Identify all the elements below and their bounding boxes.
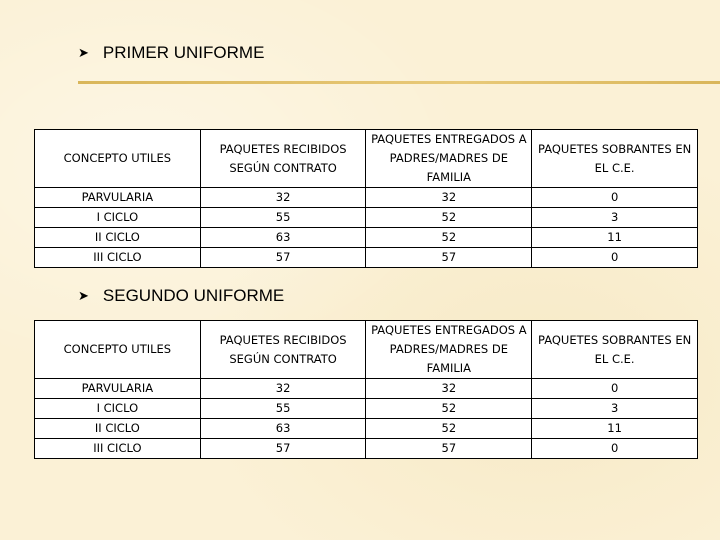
table-cell: 52 (366, 419, 532, 439)
table-cell: 57 (366, 248, 532, 268)
section-title-text: SEGUNDO UNIFORME (102, 286, 285, 305)
segundo-uniforme-table (34, 320, 698, 459)
table-cell: 32 (366, 379, 532, 399)
table-cell: 0 (532, 188, 698, 208)
table-cell: 55 (200, 208, 366, 228)
table-cell: 63 (200, 419, 366, 439)
table-cell: PARVULARIA (35, 188, 201, 208)
header-cell: PAQUETES ENTREGADOS A PADRES/MADRES DE FAMILIA (366, 130, 532, 188)
header-cell: PAQUETES SOBRANTES EN EL C.E. (532, 321, 698, 379)
arrow-bullet-icon: ➤ (78, 288, 89, 303)
table-row (35, 248, 698, 268)
table-cell: 3 (532, 399, 698, 419)
table-cell: II CICLO (35, 419, 201, 439)
table-cell: 52 (366, 228, 532, 248)
table-cell: II CICLO (35, 228, 201, 248)
header-cell: PAQUETES RECIBIDOS SEGÚN CONTRATO (200, 321, 366, 379)
table-header-row (35, 321, 698, 379)
table-cell: I CICLO (35, 208, 201, 228)
table-row (35, 419, 698, 439)
table-cell: 0 (532, 248, 698, 268)
section-title-primer-uniforme (78, 43, 264, 63)
table-row (35, 439, 698, 459)
table-cell: 57 (200, 248, 366, 268)
table-cell: III CICLO (35, 439, 201, 459)
header-cell: CONCEPTO UTILES (35, 130, 201, 188)
table-row (35, 188, 698, 208)
table-cell: PARVULARIA (35, 379, 201, 399)
table-cell: 11 (532, 228, 698, 248)
header-cell: PAQUETES SOBRANTES EN EL C.E. (532, 130, 698, 188)
title-divider (78, 81, 720, 84)
table-cell: 0 (532, 439, 698, 459)
table-row (35, 379, 698, 399)
table-cell: 11 (532, 419, 698, 439)
table-row (35, 208, 698, 228)
table-cell: 57 (200, 439, 366, 459)
table-row (35, 228, 698, 248)
table-cell: 57 (366, 439, 532, 459)
table-cell: 32 (200, 188, 366, 208)
table-cell: 32 (200, 379, 366, 399)
primer-uniforme-table (34, 129, 698, 268)
arrow-bullet-icon: ➤ (78, 45, 89, 60)
table-cell: III CICLO (35, 248, 201, 268)
section-title-text: PRIMER UNIFORME (102, 43, 265, 62)
table-header-row (35, 130, 698, 188)
header-cell: PAQUETES RECIBIDOS SEGÚN CONTRATO (200, 130, 366, 188)
table-cell: 52 (366, 208, 532, 228)
table-cell: 0 (532, 379, 698, 399)
table-cell: 55 (200, 399, 366, 419)
table-row (35, 399, 698, 419)
header-cell: CONCEPTO UTILES (35, 321, 201, 379)
table-cell: 3 (532, 208, 698, 228)
section-title-segundo-uniforme (78, 286, 284, 306)
table-cell: 32 (366, 188, 532, 208)
table-cell: 52 (366, 399, 532, 419)
table-cell: I CICLO (35, 399, 201, 419)
table-cell: 63 (200, 228, 366, 248)
header-cell: PAQUETES ENTREGADOS A PADRES/MADRES DE FAMILIA (366, 321, 532, 379)
